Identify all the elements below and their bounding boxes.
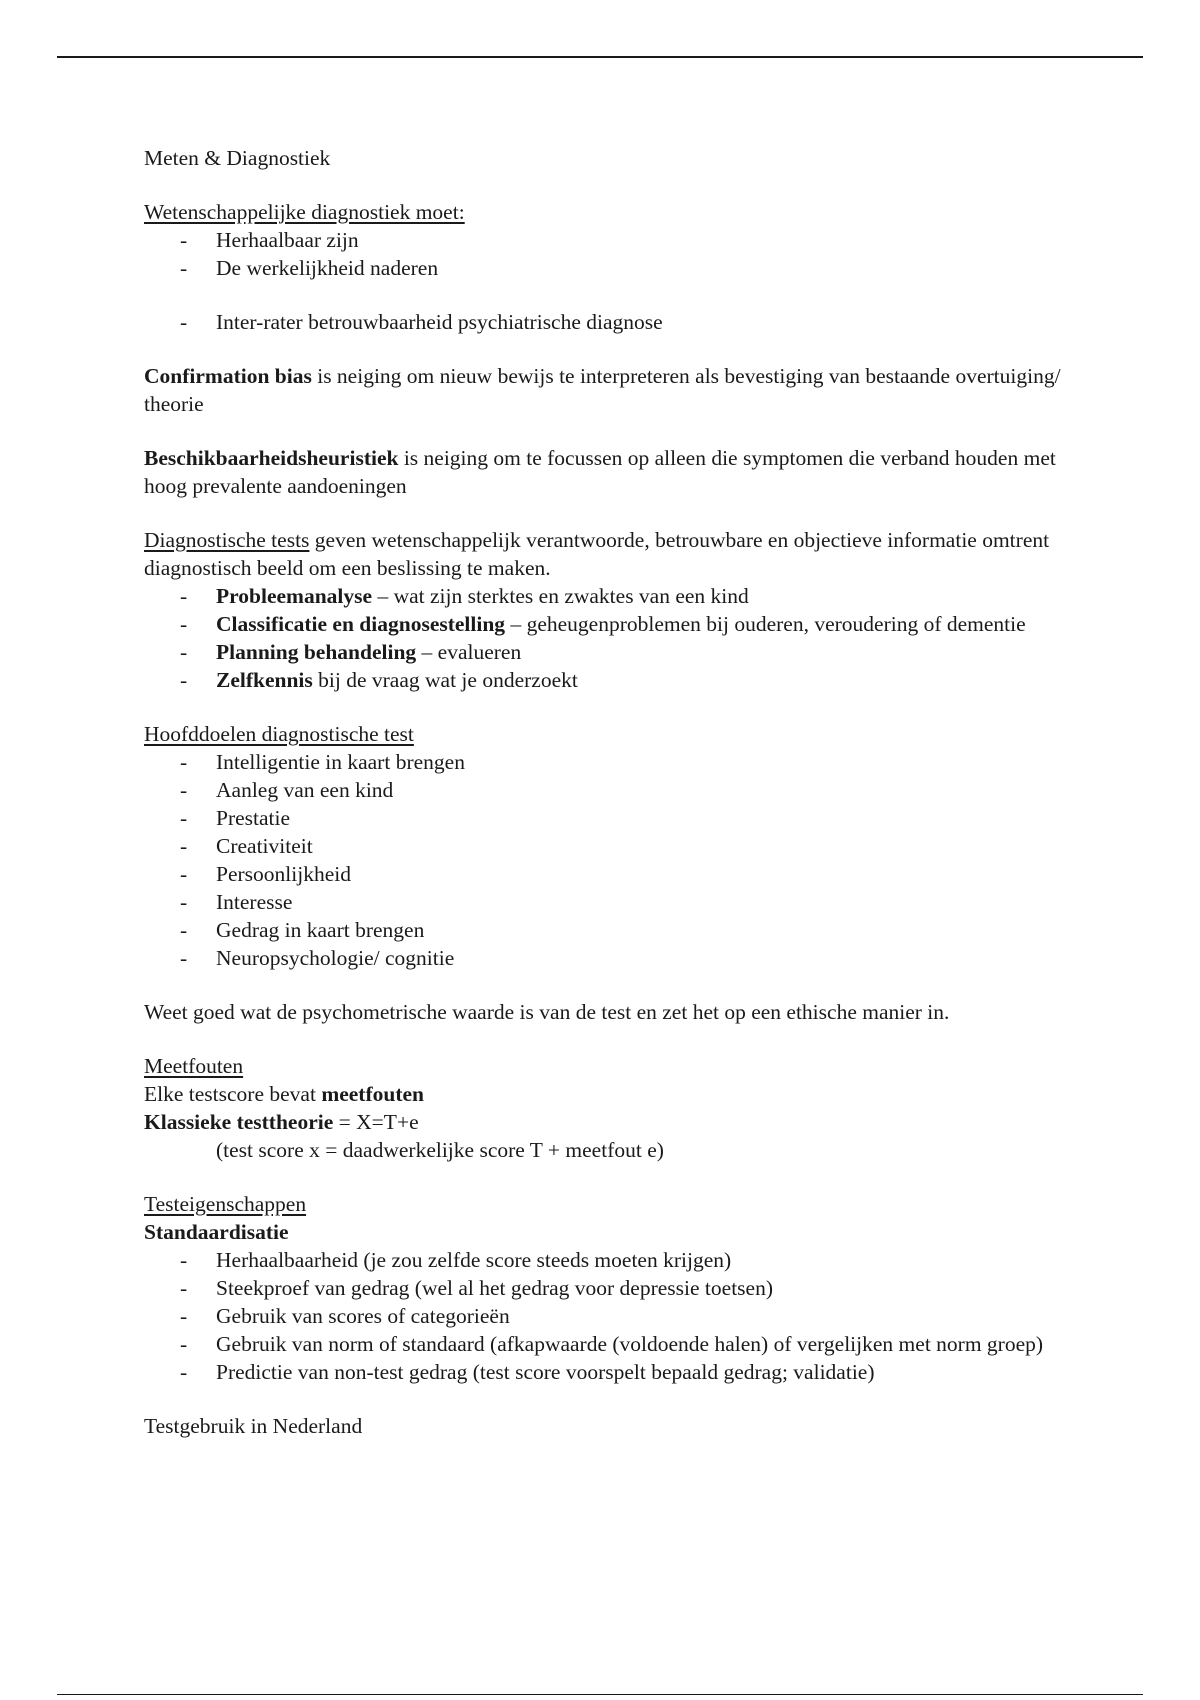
list-item	[144, 666, 1064, 694]
paragraph-beschikbaarheid	[144, 444, 1064, 500]
line-text: Elke testscore bevat	[144, 1082, 322, 1106]
paragraph-text: geven wetenschappelijk verantwoorde, betrouwbare en objectieve informatie omtrent diagnostisch beeld om een beslissing te maken.	[144, 528, 1050, 580]
list-item: - De werkelijkheid naderen	[144, 254, 1064, 282]
list-item: - Gebruik van scores of categorieën	[144, 1302, 1064, 1330]
list-item: - Persoonlijkheid	[144, 860, 1064, 888]
item-text: bij de vraag wat je onderzoekt	[312, 668, 578, 692]
section-heading-wetenschappelijk: Wetenschappelijke diagnostiek moet:	[144, 200, 465, 224]
meetfouten-line	[144, 1080, 1064, 1108]
subheading-standaardisatie: Standaardisatie	[144, 1220, 289, 1244]
item-term: Probleemanalyse	[216, 584, 373, 608]
paragraph-weet: Weet goed wat de psychometrische waarde is van de test en zet het op een ethische manier in.	[144, 1000, 950, 1024]
list-item	[144, 582, 1064, 610]
list-item: - Interesse	[144, 888, 1064, 916]
list-item: - Predictie van non-test gedrag (test score voorspelt bepaald gedrag; validatie)	[144, 1358, 1064, 1386]
list-wetenschappelijk	[144, 226, 1064, 282]
list-diagnostische-tests	[144, 582, 1064, 694]
section-heading-testeigenschappen: Testeigenschappen	[144, 1192, 307, 1216]
paragraph-testgebruik: Testgebruik in Nederland	[144, 1414, 363, 1438]
item-term: Classificatie en diagnosestelling	[216, 612, 506, 636]
list-hoofddoelen	[144, 748, 1064, 972]
paragraph-confirmation-bias	[144, 362, 1064, 418]
term-beschikbaarheidsheuristiek: Beschikbaarheidsheuristiek	[144, 446, 399, 470]
list-item: - Inter-rater betrouwbaarheid psychiatrische diagnose	[144, 308, 1064, 336]
paragraph-diagnostische-tests	[144, 526, 1064, 582]
list-item	[144, 638, 1064, 666]
formula-explanation: (test score x = daadwerkelijke score T + meetfout e)	[216, 1138, 664, 1162]
list-item	[144, 610, 1064, 638]
list-item: - Neuropsychologie/ cognitie	[144, 944, 1064, 972]
item-text: – geheugenproblemen bij ouderen, veroudering of dementie	[505, 612, 1026, 636]
document-body	[144, 144, 1064, 1440]
list-item: - Creativiteit	[144, 832, 1064, 860]
list-item: - Intelligentie in kaart brengen	[144, 748, 1064, 776]
line-text: = X=T+e	[333, 1110, 419, 1134]
footer-rule	[57, 1694, 1143, 1695]
list-item: - Gebruik van norm of standaard (afkapwaarde (voldoende halen) of vergelijken met norm groep)	[144, 1330, 1064, 1358]
list-standaardisatie	[144, 1246, 1064, 1386]
line-bold: meetfouten	[321, 1082, 424, 1106]
list-inter-rater	[144, 308, 1064, 336]
item-term: Planning behandeling	[216, 640, 417, 664]
item-text: – evalueren	[416, 640, 522, 664]
list-item: - Herhaalbaar zijn	[144, 226, 1064, 254]
item-term: Zelfkennis	[216, 668, 313, 692]
term-confirmation-bias: Confirmation bias	[144, 364, 312, 388]
list-item: - Aanleg van een kind	[144, 776, 1064, 804]
page-title: Meten & Diagnostiek	[144, 146, 331, 170]
list-item: - Prestatie	[144, 804, 1064, 832]
line-bold: Klassieke testtheorie	[144, 1110, 334, 1134]
section-heading-hoofddoelen: Hoofddoelen diagnostische test	[144, 722, 414, 746]
definition-text: is neiging om nieuw bewijs te interpreteren als bevestiging van bestaande overtuiging/ theorie	[144, 364, 1061, 416]
section-heading-meetfouten: Meetfouten	[144, 1054, 244, 1078]
list-item: - Herhaalbaarheid (je zou zelfde score steeds moeten krijgen)	[144, 1246, 1064, 1274]
list-item: - Steekproef van gedrag (wel al het gedrag voor depressie toetsen)	[144, 1274, 1064, 1302]
header-rule	[57, 56, 1143, 58]
definition-text: is neiging om te focussen op alleen die symptomen die verband houden met hoog prevalente aandoeningen	[144, 446, 1056, 498]
klassieke-testtheorie-line	[144, 1108, 1064, 1136]
list-item: - Gedrag in kaart brengen	[144, 916, 1064, 944]
item-text: – wat zijn sterktes en zwaktes van een kind	[372, 584, 749, 608]
section-heading-diagnostische-tests: Diagnostische tests	[144, 528, 310, 552]
